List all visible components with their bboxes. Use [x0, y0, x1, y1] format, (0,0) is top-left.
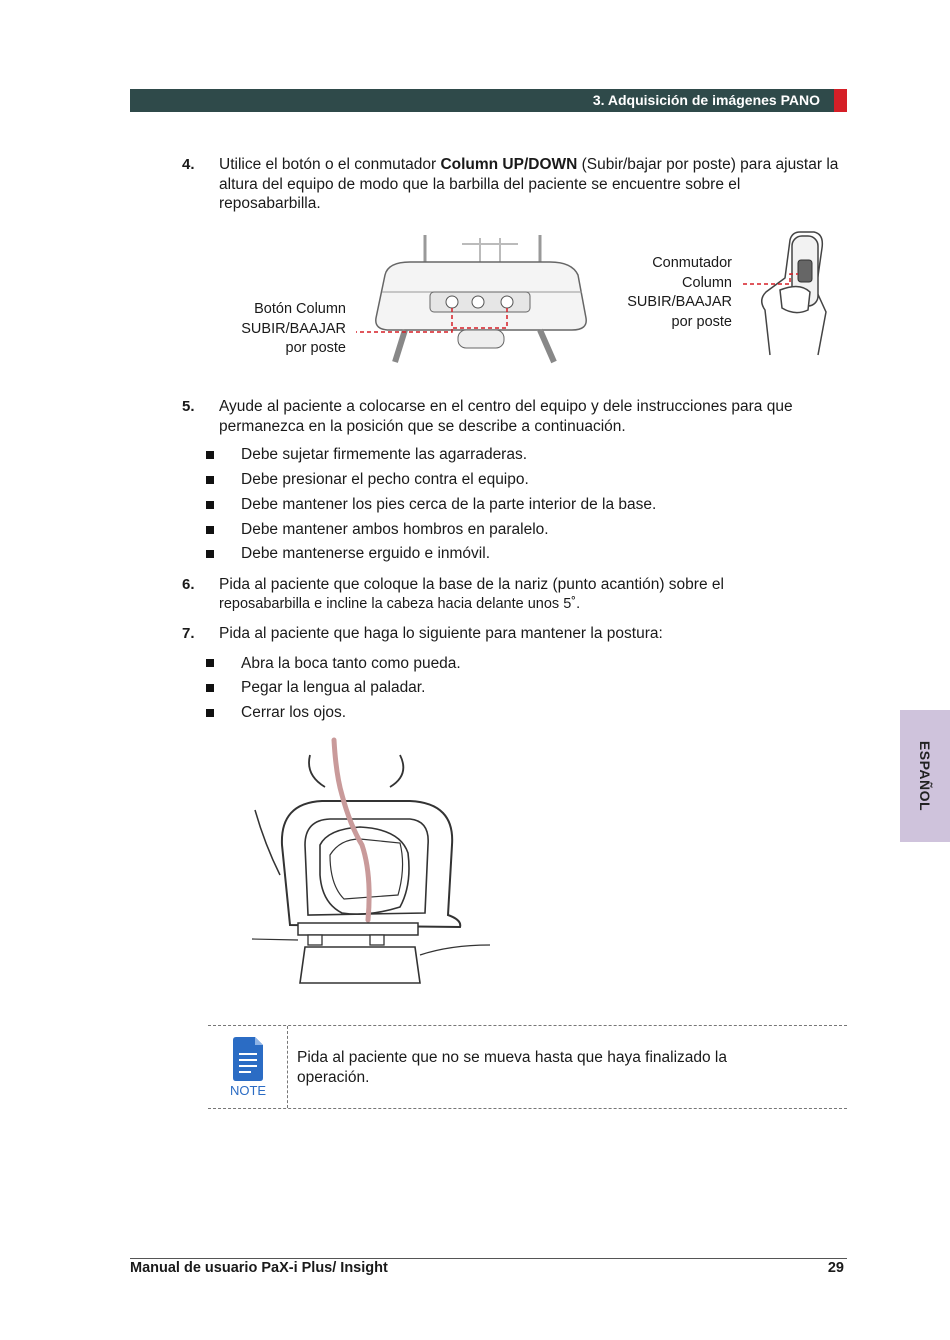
language-side-tab [900, 710, 950, 842]
list-item: Pegar la lengua al paladar. [241, 679, 426, 696]
footer-rule [130, 1258, 847, 1259]
header-accent [834, 89, 847, 112]
chin-rest-illustration [250, 735, 500, 995]
step-7-text: Pida al paciente que haga lo siguiente para mantener la postura: [219, 625, 663, 642]
bullet-icon [206, 684, 214, 692]
page-number: 29 [827, 1260, 844, 1276]
bullet-icon [206, 501, 214, 509]
bullet-icon [206, 709, 214, 717]
note-icon [231, 1036, 265, 1096]
bullet-icon [206, 526, 214, 534]
bullet-icon [206, 476, 214, 484]
left-callout: Botón Column SUBIR/BAAJAR por poste [241, 301, 346, 356]
step-number: 7. [182, 625, 195, 642]
note-column-divider [287, 1026, 288, 1108]
side-tab-label: ESPAÑOL [917, 740, 933, 812]
list-item: Debe presionar el pecho contra el equipo. [241, 471, 529, 488]
handle-switch-illustration [740, 230, 840, 360]
bullet-icon [206, 451, 214, 459]
control-panel-illustration [350, 230, 600, 365]
step-number: 4. [182, 156, 195, 173]
note-bottom-divider [208, 1108, 847, 1109]
note-icon-label: NOTE [229, 1083, 267, 1098]
list-item: Debe mantener ambos hombros en paralelo. [241, 521, 549, 538]
step-number: 5. [182, 398, 195, 415]
note-top-divider [208, 1025, 847, 1026]
list-item: Debe sujetar firmemente las agarraderas. [241, 446, 528, 463]
right-callout: Conmutador Column SUBIR/BAAJAR por poste [627, 255, 732, 330]
list-item: Debe mantener los pies cerca de la parte interior de la base. [241, 496, 657, 513]
step-5-text: Ayude al paciente a colocarse en el centro del equipo y dele instrucciones para que permanezca en la posición que se describe a continuación. [219, 398, 793, 435]
section-title: 3. Adquisición de imágenes PANO [592, 92, 820, 108]
step-number: 6. [182, 576, 195, 593]
note-text: Pida al paciente que no se mueva hasta que haya finalizado la operación. [297, 1049, 727, 1086]
bullet-icon [206, 550, 214, 558]
footer-title: Manual de usuario PaX-i Plus/ Insight [130, 1260, 388, 1276]
list-item: Debe mantenerse erguido e inmóvil. [241, 545, 490, 562]
list-item: Cerrar los ojos. [241, 704, 347, 721]
step-6-text: Pida al paciente que coloque la base de la nariz (punto acantión) sobre el reposabarbilla e incline la cabeza hacia delante unos 5˚. [219, 576, 724, 612]
bullet-icon [206, 659, 214, 667]
list-item: Abra la boca tanto como pueda. [241, 655, 461, 672]
step-4-text: Utilice el botón o el conmutador Column UP/DOWN (Subir/bajar por poste) para ajustar la altura del equipo de modo que la barbilla del paciente se encuentre sobre el reposabarbilla. [219, 156, 839, 212]
